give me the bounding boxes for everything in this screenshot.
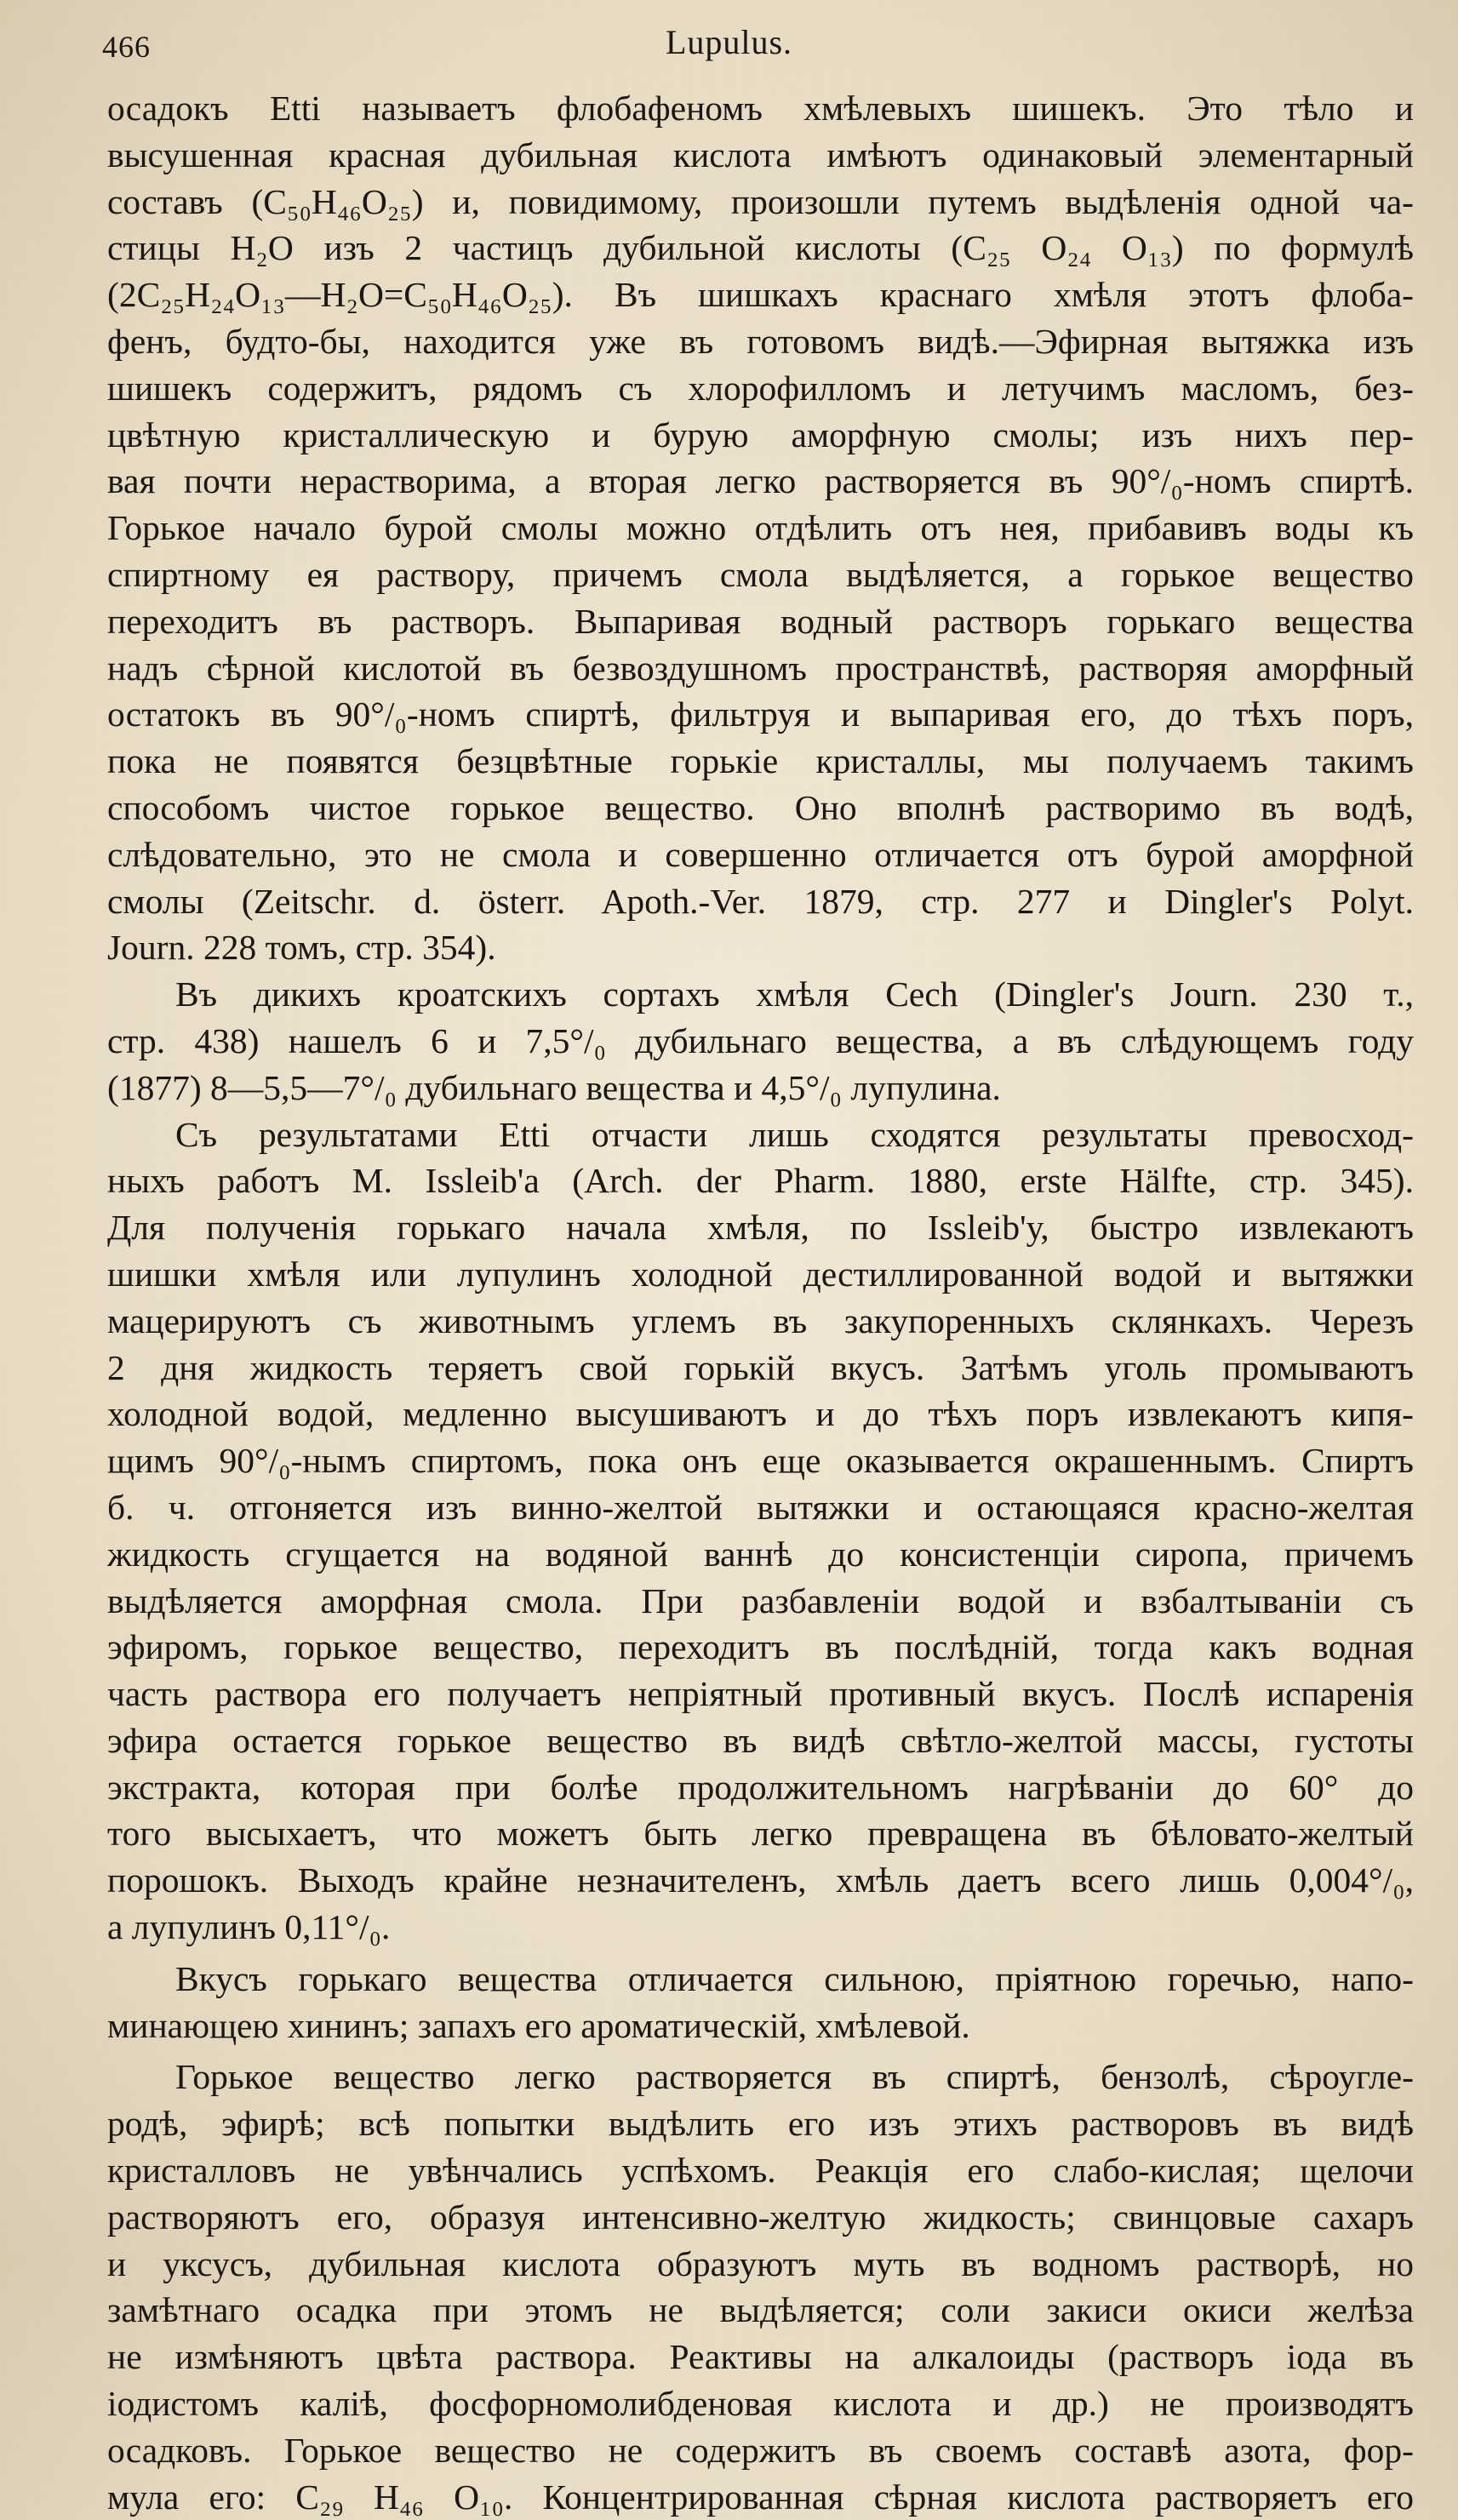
text-line: (1877) 8—5,5—7°/₀ дубильнаго вещества и 4,5°/₀ лупулина. xyxy=(107,1067,1001,1107)
text-line: фенъ, будто-бы, находится уже въ готовомъ видѣ.—Эфирная вытяжка изъ xyxy=(107,321,1414,361)
text-line: Горькое начало бурой смолы можно отдѣлить отъ нея, прибавивъ воды къ xyxy=(107,508,1414,548)
text-line: шишки хмѣля или лупулинъ холодной дестиллированной водой и вытяжки xyxy=(107,1254,1414,1294)
text-line: (2C₂₅H₂₄O₁₃—H₂O=C₅₀H₄₆O₂₅). Въ шишкахъ краснаго хмѣля этотъ флоба- xyxy=(107,275,1414,315)
running-title: Lupulus. xyxy=(665,23,793,61)
text-line: кристалловъ не увѣнчались успѣхомъ. Реакція его слабо-кислая; щелочи xyxy=(107,2151,1414,2191)
text-line: мацерируютъ съ животнымъ углемъ въ закупоренныхъ склянкахъ. Черезъ xyxy=(107,1300,1414,1340)
text-line: Въ дикихъ кроатскихъ сортахъ хмѣля Cech (Dingler's Journ. 230 т., xyxy=(175,974,1414,1014)
text-line: выдѣляется аморфная смола. При разбавленіи водой и взбалтываніи съ xyxy=(107,1580,1414,1620)
page-number: 466 xyxy=(102,30,151,64)
text-line: замѣтнаго осадка при этомъ не выдѣляется; соли закиси окиси желѣза xyxy=(107,2290,1414,2330)
text-line: осадковъ. Горькое вещество не содержитъ въ своемъ составѣ азота, фор- xyxy=(107,2430,1414,2470)
body-text xyxy=(107,85,1414,2520)
text-line: стр. 438) нашелъ 6 и 7,5°/₀ дубильнаго вещества, а въ слѣдующемъ году xyxy=(107,1020,1414,1060)
text-line: переходитъ въ растворъ. Выпаривая водный растворъ горькаго вещества xyxy=(107,601,1414,641)
text-line: родѣ, эфирѣ; всѣ попытки выдѣлить его изъ этихъ растворовъ въ видѣ xyxy=(107,2104,1414,2144)
text-line: высушенная красная дубильная кислота имѣютъ одинаковый элементарный xyxy=(107,134,1414,174)
text-line: составъ (C₅₀H₄₆O₂₅) и, повидимому, произошли путемъ выдѣленія одной ча- xyxy=(107,181,1414,221)
text-line: эфира остается горькое вещество въ видѣ свѣтло-желтой массы, густоты xyxy=(107,1720,1414,1760)
text-line: эфиромъ, горькое вещество, переходитъ въ послѣдній, тогда какъ водная xyxy=(107,1627,1414,1667)
text-line: надъ сѣрной кислотой въ безвоздушномъ пространствѣ, растворяя аморфный xyxy=(107,648,1414,688)
text-line: іодистомъ каліѣ, фосфорномолибденовая кислота и др.) не производятъ xyxy=(107,2384,1414,2424)
text-line: щимъ 90°/₀-нымъ спиртомъ, пока онъ еще оказывается окрашеннымъ. Спиртъ xyxy=(107,1441,1414,1481)
text-line: растворяютъ его, образуя интенсивно-желтую жидкость; свинцовые сахаръ xyxy=(107,2197,1414,2237)
text-line: стицы H₂O изъ 2 частицъ дубильной кислоты (C₂₅ O₂₄ O₁₃) по формулѣ xyxy=(107,228,1414,268)
text-line: цвѣтную кристаллическую и бурую аморфную смолы; изъ нихъ пер- xyxy=(107,414,1414,454)
text-line: экстракта, которая при болѣе продолжительномъ нагрѣваніи до 60° до xyxy=(107,1767,1414,1807)
text-line: осадокъ Etti называетъ флобафеномъ хмѣлевыхъ шишекъ. Это тѣло и xyxy=(107,89,1414,128)
text-line: а лупулинъ 0,11°/₀. xyxy=(107,1907,391,1947)
text-line: часть раствора его получаетъ непріятный противный вкусъ. Послѣ испаренія xyxy=(107,1674,1414,1714)
text-line: б. ч. отгоняется изъ винно-желтой вытяжки и остающаяся красно-желтая xyxy=(107,1487,1414,1527)
text-line: спиртному ея раствору, причемъ смола выдѣляется, а горькое вещество xyxy=(107,554,1414,594)
text-line: минающею хининъ; запахъ его ароматическій, хмѣлевой. xyxy=(107,2005,970,2045)
text-line: Для полученія горькаго начала хмѣля, по Issleib'у, быстро извлекаютъ xyxy=(107,1208,1414,1248)
text-line: способомъ чистое горькое вещество. Оно вполнѣ растворимо въ водѣ, xyxy=(107,787,1414,827)
text-line: смолы (Zeitschr. d. österr. Apoth.-Ver. 1879, стр. 277 и Dingler's Polyt. xyxy=(107,881,1414,921)
text-line: пока не появятся безцвѣтные горькіе кристаллы, мы получаемъ такимъ xyxy=(107,741,1414,781)
text-line: 2 дня жидкость теряетъ свой горькій вкусъ. Затѣмъ уголь промываютъ xyxy=(107,1347,1414,1387)
text-line: порошокъ. Выходъ крайне незначителенъ, хмѣль даетъ всего лишь 0,004°/₀, xyxy=(107,1860,1414,1900)
text-line: холодной водой, медленно высушиваютъ и до тѣхъ поръ извлекаютъ кипя- xyxy=(107,1394,1414,1434)
text-line: Съ результатами Etti отчасти лишь сходятся результаты превосход- xyxy=(175,1114,1414,1154)
page-header xyxy=(0,19,1458,70)
text-line: Вкусъ горькаго вещества отличается сильною, пріятною горечью, напо- xyxy=(175,1958,1414,1998)
text-line: ныхъ работъ M. Issleib'a (Arch. der Pharm. 1880, erste Hälfte, стр. 345). xyxy=(107,1161,1414,1201)
text-line: мула его: C₂₉ H₄₆ O₁₀. Концентрированная сѣрная кислота растворяетъ его xyxy=(107,2477,1414,2517)
text-line: Горькое вещество легко растворяется въ спиртѣ, бензолѣ, сѣроугле- xyxy=(175,2057,1414,2097)
text-line: остатокъ въ 90°/₀-номъ спиртѣ, фильтруя и выпаривая его, до тѣхъ поръ, xyxy=(107,694,1414,734)
text-line: слѣдовательно, это не смола и совершенно отличается отъ бурой аморфной xyxy=(107,834,1414,874)
text-line: вая почти нерастворима, а вторая легко растворяется въ 90°/₀-номъ спиртѣ. xyxy=(107,461,1414,501)
text-line: и уксусъ, дубильная кислота образуютъ муть въ водномъ растворѣ, но xyxy=(107,2243,1414,2283)
text-line: Journ. 228 томъ, стр. 354). xyxy=(107,928,496,968)
text-line: жидкость сгущается на водяной ваннѣ до консистенціи сиропа, причемъ xyxy=(107,1534,1414,1574)
text-line: шишекъ содержитъ, рядомъ съ хлорофилломъ и летучимъ масломъ, без- xyxy=(107,368,1414,408)
text-line: того высыхаетъ, что можетъ быть легко превращена въ бѣловато-желтый xyxy=(107,1814,1414,1854)
text-line: не измѣняютъ цвѣта раствора. Реактивы на алкалоиды (растворъ іода въ xyxy=(107,2337,1414,2377)
